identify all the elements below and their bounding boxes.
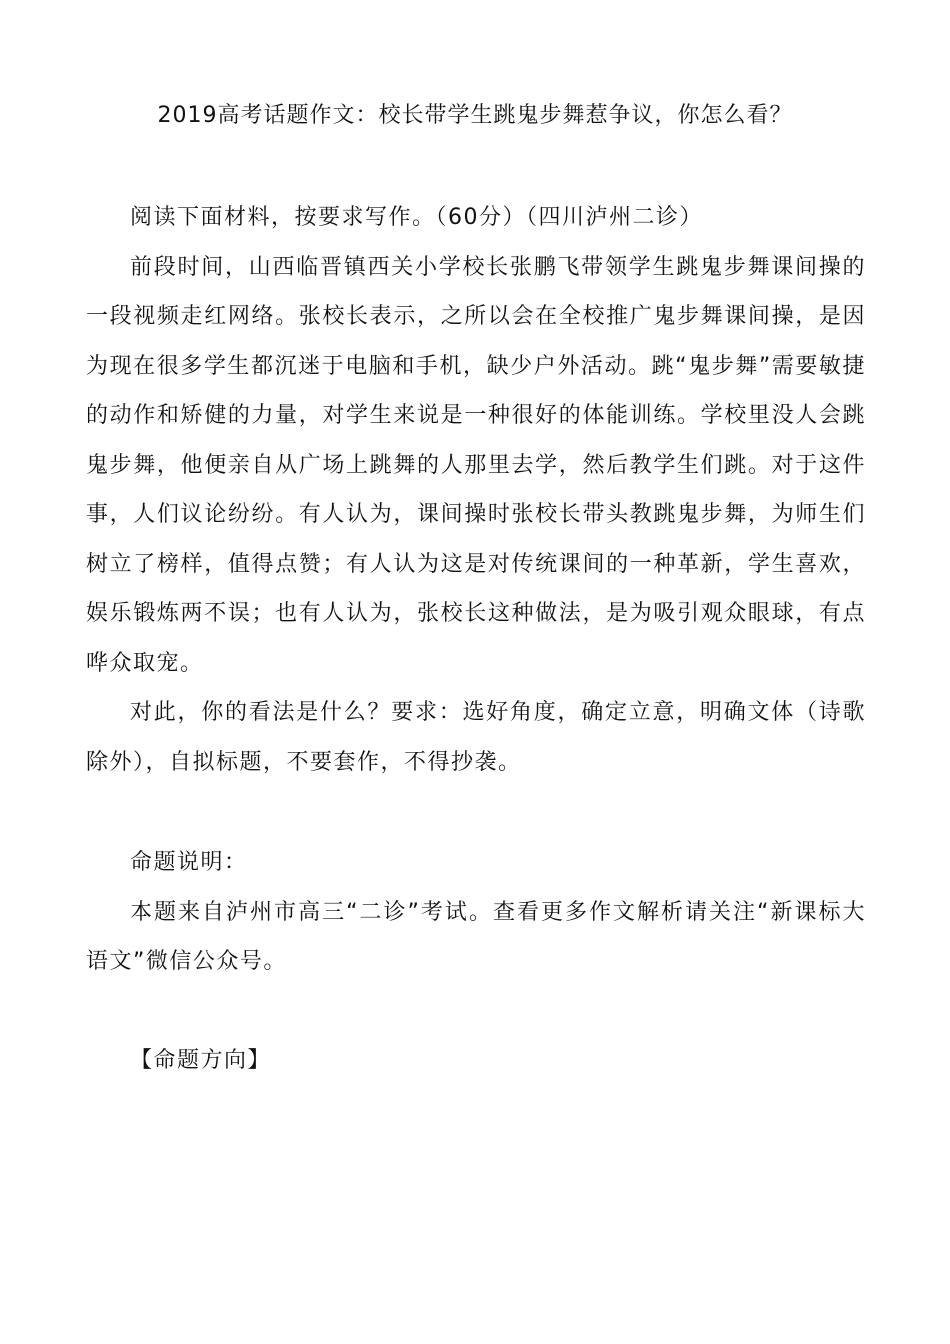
prompt-intro: 阅读下面材料，按要求写作。（60分）（四川泸州二诊） (130, 205, 703, 230)
note-paragraph: 本题来自泸州市高三“二诊”考试。查看更多作文解析请关注“新课标大语文”微信公众号。 (86, 899, 866, 974)
prompt-section (86, 193, 866, 787)
note-heading: 命题说明： (130, 850, 248, 875)
direction-section (86, 1036, 866, 1086)
direction-heading: 【命题方向】 (130, 1048, 272, 1073)
requirements-paragraph: 对此，你的看法是什么？要求：选好角度，确定立意，明确文体（诗歌除外），自拟标题，不要套作，不得抄袭。 (86, 700, 866, 775)
material-paragraph: 前段时间，山西临晋镇西关小学校长张鹏飞带领学生跳鬼步舞课间操的一段视频走红网络。张校长表示，之所以会在全校推广鬼步舞课间操，是因为现在很多学生都沉迷于电脑和手机，缺少户外活动。跳“鬼步舞”需要敏捷的动作和矫健的力量，对学生来说是一种很好的体能训练。学校里没人会跳鬼步舞，他便亲自从广场上跳舞的人那里去学，然后教学生们跳。对于这件事，人们议论纷纷。有人认为，课间操时张校长带头教跳鬼步舞，为师生们树立了榜样，值得点赞；有人认为这是对传统课间的一种革新，学生喜欢，娱乐锻炼两不误；也有人认为，张校长这种做法，是为吸引观众眼球，有点哗众取宠。 (86, 254, 866, 676)
document-title: 2019高考话题作文：校长带学生跳鬼步舞惹争议，你怎么看？ (157, 103, 793, 128)
note-section (86, 838, 866, 987)
